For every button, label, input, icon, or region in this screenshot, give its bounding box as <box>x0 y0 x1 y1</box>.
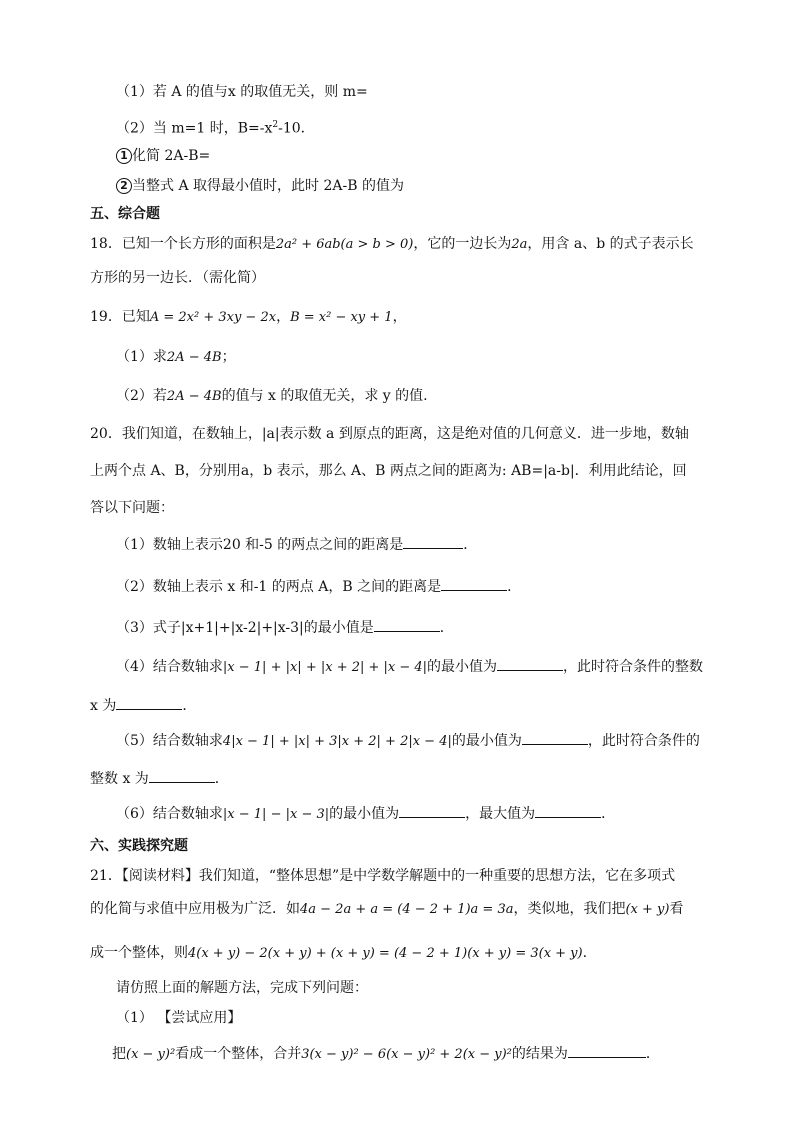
answer-blank[interactable] <box>497 656 563 671</box>
q21-l6-text: 把 <box>112 1046 126 1062</box>
q20-part5-cont <box>90 768 229 789</box>
q20-p4-text-c: ，此时符合条件的整数 <box>563 659 704 675</box>
q20-part4 <box>116 656 703 678</box>
q20-p4-text-b: 的最小值为 <box>427 659 498 675</box>
q20-p5-text-c: ，此时符合条件的 <box>587 733 700 749</box>
q17-part1-text: （1）若 A 的值与x 的取值无关，则 m= <box>116 84 368 100</box>
q19-p1-text: （1）求 <box>116 349 167 365</box>
q21-l2-math2: (x + y) <box>625 902 670 917</box>
answer-blank[interactable] <box>374 617 440 632</box>
q18-text-b: ，它的一边长为 <box>413 236 512 252</box>
q18-line2: 方形的另一边长．（需化简） <box>90 270 265 286</box>
q20-p5-text-d: 整数 x 为 <box>90 771 149 787</box>
q17-part2-exponent: 2 <box>272 120 279 130</box>
q20-p5-text: （5）结合数轴求 <box>116 733 223 749</box>
section-heading-5: 五、综合题 <box>90 206 160 222</box>
q21-line1: 21．【阅读材料】我们知道，“整体思想”是中学数学解题中的一种重要的思想方法，它在多项式 <box>90 868 676 884</box>
period: ． <box>439 620 454 636</box>
q20-p3-text: （3）式子|x+1|+|x-2|+|x-3|的最小值是 <box>116 620 374 636</box>
q19-math-B: B = x² − xy + 1 <box>290 310 393 325</box>
q20-part1 <box>116 534 477 555</box>
q20-p4-text-d: x 为 <box>90 698 117 714</box>
period: ． <box>601 806 616 822</box>
period: ． <box>645 1046 660 1062</box>
q20-p5-text-b: 的最小值为 <box>451 733 522 749</box>
answer-blank[interactable] <box>403 534 463 549</box>
q20-part2 <box>116 576 521 597</box>
q19-math-A: A = 2x² + 3xy − 2x <box>149 310 277 325</box>
q18-math-area: 2a² + 6ab(a > b > 0) <box>275 237 414 252</box>
q19-text-a: 19．已知 <box>90 309 150 325</box>
q17-part2 <box>116 115 315 139</box>
q18-text-a: 18．已知一个长方形的面积是 <box>90 236 276 252</box>
q19-part2 <box>116 386 428 407</box>
q21-l2-text-b: ，类似地，我们把 <box>513 901 626 917</box>
q20-p6-text-b: 的最小值为 <box>329 806 400 822</box>
circled-number-2: 2 <box>116 178 132 194</box>
q20-line1: 20．我们知道，在数轴上，|a|表示数 a 到原点的距离，这是绝对值的几何意义．进一步地，数轴 <box>90 426 689 442</box>
q20-p2-text: （2）数轴上表示 x 和-1 的两点 A，B 之间的距离是 <box>116 579 442 595</box>
q21-l2-text-c: 看 <box>669 901 684 917</box>
q21-line3 <box>90 943 587 964</box>
q20-line3: 答以下问题： <box>90 500 174 516</box>
period: ． <box>507 579 522 595</box>
q20-p4-math: |x − 1| + |x| + |x + 2| + |x − 4| <box>222 660 428 675</box>
q21-l6-text-c: 的结果为 <box>511 1046 568 1062</box>
q21-line5: （1） 【尝试应用】 <box>116 1010 242 1026</box>
q21-l2-math: 4a − 2a + a = (4 − 2 + 1)a = 3a <box>300 902 514 917</box>
section-heading-6: 六、实践探究题 <box>90 838 188 854</box>
q19-sep: ， <box>276 309 291 325</box>
q21-l6-math2: 3(x − y)² − 6(x − y)² + 2(x − y)² <box>301 1047 512 1062</box>
q17-subpart1-text: 化简 2A-B= <box>132 148 211 164</box>
q19-end: ， <box>392 309 407 325</box>
q21-line4: 请仿照上面的解题方法，完成下列问题： <box>116 980 368 996</box>
answer-blank[interactable] <box>399 803 465 818</box>
period: ． <box>463 537 478 553</box>
q20-p1-text: （1）数轴上表示20 和-5 的两点之间的距离是 <box>116 537 404 553</box>
q21-l3-math: 4(x + y) − 2(x + y) + (x + y) = (4 − 2 + 1)(x + y) = 3(x + y) <box>188 946 583 961</box>
q17-subpart2 <box>116 176 404 196</box>
q21-line6 <box>112 1043 660 1065</box>
q20-part5 <box>116 730 700 752</box>
q20-part6 <box>116 803 615 825</box>
q19-p1-end: ； <box>221 349 236 365</box>
answer-blank[interactable] <box>522 730 588 745</box>
q17-part2-text-end: -10． <box>278 120 315 137</box>
answer-blank[interactable] <box>568 1043 646 1058</box>
q19-p2-end: 的值与 x 的取值无关，求 y 的值. <box>221 388 428 404</box>
answer-blank[interactable] <box>535 803 601 818</box>
q20-line2: 上两个点 A、B，分别用a，b 表示，那么 A、B 两点之间的距离为: AB=|a-b|．利用此结论，回 <box>90 463 687 479</box>
q20-part4-cont <box>90 695 196 716</box>
q18-text-c: ，用含 a、b 的式子表示长 <box>527 236 694 252</box>
q19-part1 <box>116 347 236 368</box>
answer-blank[interactable] <box>116 695 182 710</box>
circled-number-1: 1 <box>116 148 132 164</box>
q21-l2-text: 的化简与求值中应用极为广泛．如 <box>90 901 300 917</box>
q20-part3 <box>116 617 454 638</box>
q20-p5-math: 4|x − 1| + |x| + 3|x + 2| + 2|x − 4| <box>222 734 452 749</box>
q19-p1-math: 2A − 4B <box>166 350 222 365</box>
q19-line1 <box>90 307 407 328</box>
period: ． <box>182 698 197 714</box>
q20-p6-math: |x − 1| − |x − 3| <box>222 807 330 822</box>
q18-math-side: 2a <box>511 237 528 252</box>
q21-l6-math: (x − y)² <box>126 1047 176 1062</box>
q19-p2-text: （2）若 <box>116 388 167 404</box>
q19-p2-math: 2A − 4B <box>166 389 222 404</box>
q17-part2-text: （2）当 m=1 时，B=-x <box>116 120 273 137</box>
q20-p6-text: （6）结合数轴求 <box>116 806 223 822</box>
answer-blank[interactable] <box>441 576 507 591</box>
answer-blank[interactable] <box>149 768 215 783</box>
q20-p4-text: （4）结合数轴求 <box>116 659 223 675</box>
q21-l3-end: . <box>582 945 588 961</box>
q17-part1 <box>116 82 368 102</box>
q17-subpart2-text: 当整式 A 取得最小值时，此时 2A-B 的值为 <box>132 178 404 194</box>
q18-line1 <box>90 234 694 255</box>
q21-l3-text: 成一个整体，则 <box>90 945 188 961</box>
period: ． <box>214 771 229 787</box>
q20-p6-text-c: ，最大值为 <box>465 806 536 822</box>
q21-l6-text-b: 看成一个整体，合并 <box>175 1046 302 1062</box>
q17-subpart1 <box>116 146 210 166</box>
q21-line2 <box>90 899 683 920</box>
